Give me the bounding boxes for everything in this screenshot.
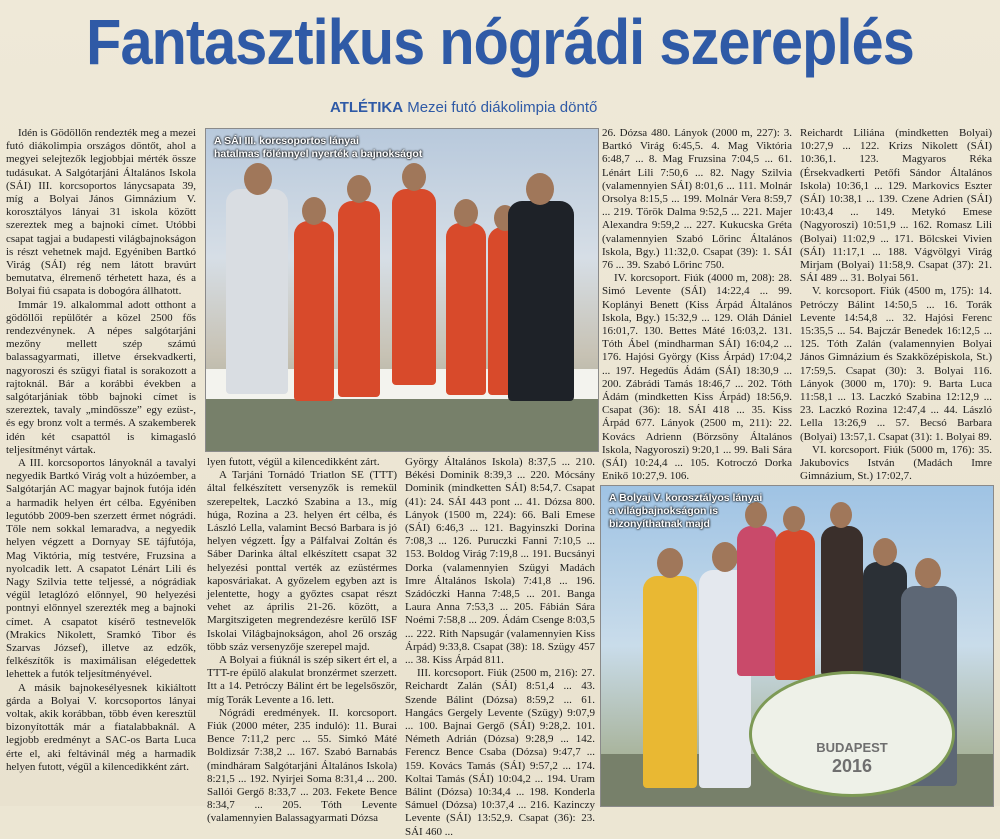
paragraph: Idén is Gödöllőn rendezték meg a mezei futó diákolimpia országos döntőt, ahol a megyei selejtezők legjobbjai mérték össze tudásukat. A Salgótarjáni Általános Iskola (SÁI) III. korcsoportos lánycsapata 39, míg a Bolyai János Gimnázium V. korosztályos lányai 31 iskola között szereztek meg a bajnoki címet. Utóbbi csapat tagjai a budapesti világbajnokságon is részt vehetnek majd. Egyéniben Bartkó Virág (SÁI) rég nem látott bravúrt bemutatva, élremenő térhetett haza, és a Bolyai fiú csapata is dobogóra állhatott. — [6, 127, 196, 298]
results-paragraph: Reichardt Liliána (mindketten Bolyai) 10:27,9 ... 122. Krizs Nikolett (SÁI) 10:36,1. 123. Magyaros Réka (Érsekvadkerti Petőfi Sándor Általános Iskola) 10:36,1 ... 129. Markovics Eszter (SÁI) 10:38,1 ... 139. Czene Adrien (SÁI) 10:43,4 ... 149. Metykó Emese (Nagyoroszi) 10:51,9 ... 162. Romasz Lili (Bolyai) 11:02,9 ... 171. Bölcskei Vivien (SÁI) 11:17,1 ... 188. Vágvölgyi Virág Mirjam (Bolyai) 11:58,9. Csapat (37): 21. SÁI 489 ... 31. Bolyai 561. — [800, 127, 992, 285]
photo-caption: A Bolyai V. korosztályos lányai a világbajnokságon is bizonyíthatnak majd — [609, 492, 763, 530]
article-column-3 — [405, 456, 595, 838]
results-paragraph: III. korcsoport. Fiúk (2500 m, 216): 27. Reichardt Zalán (SÁI) 8:51,4 ... 43. Szende Bálint (Dózsa) 8:59,2 ... 61. Hangács Gergely Levente (Szügy) 9:07,9 ... 100. Bajnai Gergő (SÁI) 9:28,2. 101. Németh Adrián (Dózsa) 9:28,9 ... 142. Ferencz Bence Csaba (Dózsa) 9:47,7 ... 159. Kovács Tamás (SÁI) 9:57,2 ... 174. Koltai Tamás (SÁI) 10:04,2 ... 194. Uram Bálint (Dózsa) 10:34,4 ... 198. Konderla Sámuel (Dózsa) 10:37,4 ... 216. Kazinczy Levente (SÁI) 13:52,9. Csapat (36): 23. SÁI 460 ... — [405, 667, 595, 838]
person-figure — [446, 223, 486, 395]
logo-year: 2016 — [831, 756, 873, 776]
person-head — [915, 558, 941, 588]
paragraph: A III. korcsoportos lányoknál a tavalyi negyedik Bartkó Virág volt a húzóember, a Salgótarján AC magyar bajnok futója idén a harmadik helyen ért célba. Egyéniben legutóbb 2009-ben szerzett érmet nógrádi. Tőle nem sokkal lemaradva, a negyedik helyen végzett a Dornyay SE tájfutója, Mag Viktória, míg testvére, Fruzsina a nyolcadik lett. A csapatot Lénárt Lili és Nagy Szilvia tette teljessé, a nógrádiak végül letaglózó előnnyel, 90 helyezési pontnyi előnnyel szerezték meg a bajnoki címet. A csapatot kísérő testnevelők (Mrakics Nikolett, Sramkó Tibor és Szarvas József), illetve az edzők, felkészítők is maximálisan elégedettek lehettek a futók teljesítményével. — [6, 457, 196, 681]
person-head — [302, 197, 326, 225]
person-figure — [392, 189, 436, 385]
person-head — [244, 163, 272, 195]
kicker — [330, 99, 597, 116]
photo-ground — [206, 399, 598, 451]
person-figure — [294, 221, 334, 401]
article-column-2 — [207, 456, 397, 825]
results-paragraph: VI. korcsoport. Fiúk (5000 m, 176): 35. Jakubovics István (Madách Imre Gimnázium, St.) 17:02,7. — [800, 443, 992, 483]
person-head — [712, 542, 738, 572]
paragraph: Immár 19. alkalommal adott otthont a gödöllői repülőtér a közel 2500 fős rendezvénynek. A népes salgótarjáni mezőny mellett szép számú balassagyarmati, illetve érsekvadkerti, nagyoroszi és szügyi fiatal is sorakozott a rajtoknál. Bár a korábbi években a salgótarjániak több bajnoki címet is szereztek, tavaly „mindössze” egy ezüst-, és egy bronz volt a termés. A szakemberek idén két csapattól is kimagasló teljesítményt vártak. — [6, 298, 196, 456]
person-head — [657, 548, 683, 578]
person-head — [454, 199, 478, 227]
results-paragraph: V. korcsoport. Fiúk (4500 m, 175): 14. Petróczy Bálint 14:50,5 ... 16. Torák Levente 14:54,8 ... 32. Hajósi Ferenc 15:35,5 ... 54. Bajczár Benedek 16:12,5 ... 125. Tóth Zalán (valamennyien Bolyai János Gimnázium és Szakközépiskola, St.) 17:59,5. Csapat (30): 3. Bolyai 116. Lányok (3000 m, 170): 9. Barta Luca 11:58,1 ... 13. Laczkó Szabina 12:12,9 ... 23. Laczkó Rozina 12:47,4 ... 44. László Lella 13:26,9 ... 57. Becsó Barbara (Bolyai) 13:57,1. Csapat (31): 1. Bolyai 89. — [800, 285, 992, 443]
person-head — [830, 502, 852, 528]
person-figure — [508, 201, 574, 401]
paragraph: A Bolyai a fiúknál is szép sikert ért el, a TTT-re épülő alakulat bronzérmet szerzett. Itt a 14. Petróczy Bálint ért be legelsőször, míg Torák Levente a 16. lett. — [207, 654, 397, 706]
logo-city: BUDAPEST — [816, 740, 888, 755]
person-figure — [775, 530, 815, 680]
photo-caption: A SÁI III. korcsoportos lányai hatalmas fölénnyel nyerték a bajnokságot — [214, 135, 423, 160]
person-figure — [226, 189, 288, 394]
team-photo-sai — [205, 128, 599, 452]
article-column-4 — [602, 127, 792, 483]
person-figure — [338, 201, 380, 397]
article-column-1 — [6, 127, 196, 803]
article-column-5 — [800, 127, 992, 483]
person-head — [873, 538, 897, 566]
person-figure — [821, 526, 863, 676]
person-head — [526, 173, 554, 205]
article-subtitle: Mezei futó diákolimpia döntő — [407, 99, 598, 116]
championship-logo — [749, 671, 955, 797]
paragraph: A Tarjáni Tornádó Triatlon SE (TTT) által felkészített versenyzők is remekül szerepeltek, Laczkó Szabina a 13., míg húga, Rozina a 23. helyen ért célba, és László Lella, valamint Becsó Barbara is jó helyen végzett. Így a Pálfalvai Zoltán és Sáber Darinka által elkészített csapat 32 helyezési ponttal verték az ezüstérmes kaposváriakat. A győzelem egyben azt is jelentette, hogy a győztes csapat részt vehet az április 21-26. között, a Margitszigeten megrendezésre kerülő ISF Iskolai Világbajnokságon, ahol 26 ország több száz versenyzője szerepel majd. — [207, 469, 397, 653]
results-paragraph: Nógrádi eredmények. II. korcsoport. Fiúk (2000 méter, 235 induló): 11. Burai Bence 7:11,2 perc ... 55. Simkó Máté Boldizsár 7:38,2 ... 167. Szabó Barnabás (mindháram Salgótarjáni Általános Iskola) 8:21,5 ... 192. Nyirjei Soma 8:31,4 ... 200. Sallói Gergő 8:33,7 ... 203. Fekete Bence 8:34,7 ... 205. Tóth Levente (valamennyien Balassagyarmati Dózsa — [207, 706, 397, 825]
section-label: ATLÉTIKA — [330, 99, 404, 116]
person-head — [783, 506, 805, 532]
person-head — [402, 163, 426, 191]
headline: Fantasztikus nógrádi szereplés — [86, 6, 914, 78]
team-photo-bolyai — [600, 485, 994, 807]
results-paragraph: György Általános Iskola) 8:37,5 ... 210. Békési Dominik 8:39,3 ... 220. Mócsány Dominik (mindketten SÁI) 8:54,7. Csapat (41): 24. SÁI 443 pont ... 41. Dózsa 800. Lányok (1500 m, 224): 66. Bali Emese (SÁI) 6:46,3 ... 121. Bagyinszki Dorina 7:08,3 ... 126. Puruczki Fanni 7:10,5 ... 153. Boldog Virág 7:19,8 ... 191. Bucsányi Dorka (valamennyien Szügyi Madách Imre Általános Iskola) 7:41,8 ... 196. Szádóczki Hanna 7:48,5 ... 201. Banga Laura Anna 7:53,3 ... 205. Fábián Sára Noémi 7:58,8 ... 209. Ádám Csenge 8:03,5 ... 222. Rith Napsugár (valamennyien Kiss Árpád) 9:33,8. Csapat (38): 18. Szügy 457 ... 38. Kiss Árpád 811. — [405, 456, 595, 667]
person-figure — [737, 526, 777, 676]
results-paragraph: IV. korcsoport. Fiúk (4000 m, 208): 28. Simó Levente (SÁI) 14:22,4 ... 99. Koplányi Benett (Kiss Árpád Általános Iskola, Bgy.) 15:32,9 ... 129. Oláh Dániel 16:01,7. 130. Bettes Máté 16:03,2. 131. Tóth Ábel (mindharman SÁI) 16:04,2 ... 176. Hajósi György (Kiss Árpád) 17:04,2 ... 197. Hegedűs Ádám (SÁI) 18:30,9 ... 200. Zábrádi Tamás 18:46,7 ... 202. Tóth Ádám (mindketten Kiss Árpád) 18:56,9. Csapat (36): 18. SÁI 418 ... 35. Kiss Árpád 677. Lányok (2500 m, 211): 22. Kovács Adrienn (Börzsöny Általános Iskola, Nagyoroszi) 9:20,1 ... 99. Bali Sára (SÁI) 10:24,4 ... 105. Kotroczó Dorka Enikő 10:27,9. 106. — [602, 272, 792, 483]
person-figure — [643, 576, 697, 788]
results-paragraph: 26. Dózsa 480. Lányok (2000 m, 227): 3. Bartkó Virág 6:45,5. 4. Mag Viktória 6:48,7 ... 8. Mag Fruzsina 7:04,5 ... 61. Lénárt Lili 7:50,6 ... 82. Nagy Szilvia (valamennyien SÁI) 8:01,6 ... 111. Molnár Orsolya 8:15,5 ... 199. Molnár Vera 8:59,7 ... 219. Török Dalma 9:52,5 ... 221. Majer Alexandra 9:59,2 ... 227. Kukucska Gréta (valamennyien Szabó Lőrinc Általános Iskola, Bgy.) 11:32,0. Csapat (39): 1. SÁI 76 ... 39. Szabó Lőrinc 750. — [602, 127, 792, 272]
person-head — [347, 175, 371, 203]
paragraph: A másik bajnokesélyesnek kikiáltott gárda a Bolyai V. korcsoportos lányai voltak, akik korábban, több éven keresztül bizonyították már a fiatalabbaknál. A legjobb eredményt a SAC-os Barta Luca érte el, aki feltávinál még a harmadik helyen futott, végül a kilencedikként zárt. — [6, 681, 196, 773]
paragraph: lyen futott, végül a kilencedikként zárt. — [207, 456, 380, 468]
